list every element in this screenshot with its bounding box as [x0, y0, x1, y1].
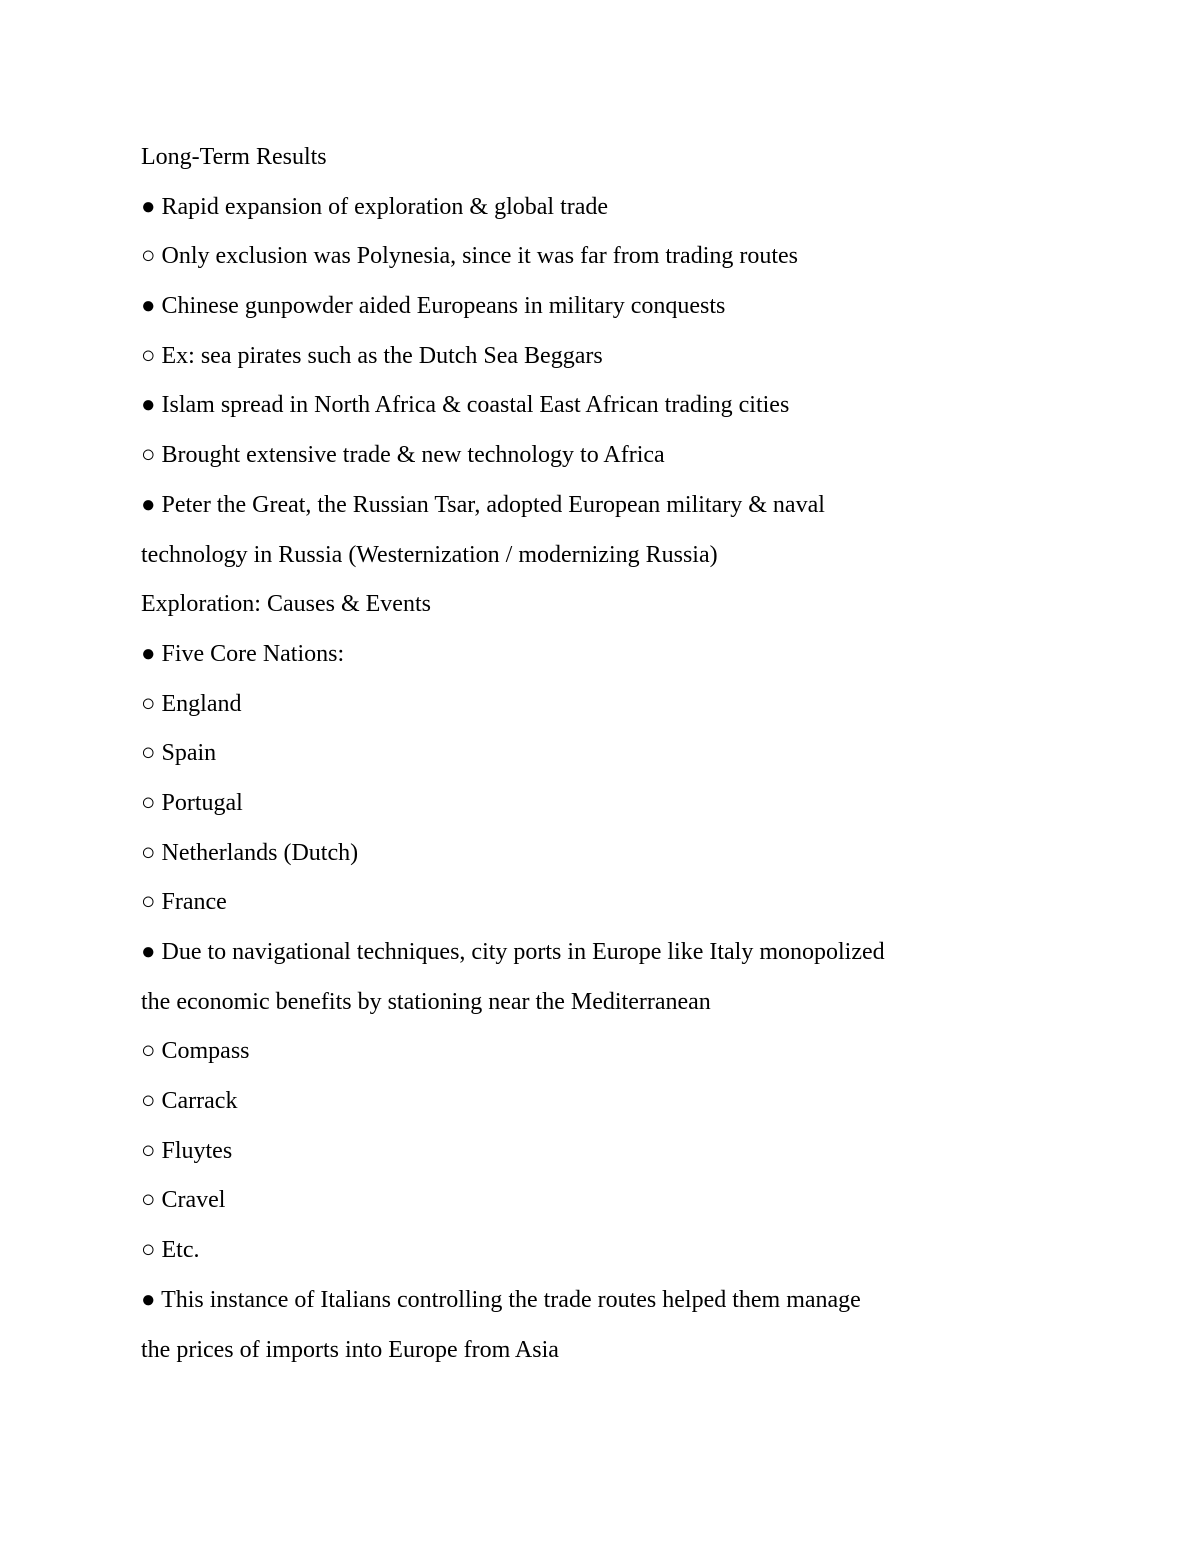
sub-bullet-item: ○ Fluytes [141, 1137, 233, 1164]
bullet-item: ● Islam spread in North Africa & coastal East African trading cities [141, 392, 790, 419]
document-body [141, 133, 1041, 1375]
sub-bullet-item: ○ Only exclusion was Polynesia, since it was far from trading routes [141, 243, 799, 270]
sub-bullet-item: ○ Spain [141, 740, 217, 767]
sub-bullet-item: ○ Ex: sea pirates such as the Dutch Sea Beggars [141, 342, 603, 369]
sub-bullet-item: ○ Carrack [141, 1088, 238, 1115]
section-heading-exploration: Exploration: Causes & Events [141, 591, 431, 618]
sub-bullet-item: ○ France [141, 889, 227, 916]
section-heading-long-term-results: Long-Term Results [141, 144, 327, 170]
sub-bullet-item: ○ England [141, 690, 242, 717]
sub-bullet-item: ○ Netherlands (Dutch) [141, 839, 359, 866]
bullet-item: ● Due to navigational techniques, city ports in Europe like Italy monopolized [141, 939, 885, 965]
bullet-item: ● This instance of Italians controlling the trade routes helped them manage [141, 1286, 861, 1313]
sub-bullet-item: ○ Brought extensive trade & new technology to Africa [141, 442, 665, 469]
bullet-item: ● Rapid expansion of exploration & global trade [141, 193, 609, 220]
bullet-item: ● Five Core Nations: [141, 640, 345, 667]
sub-bullet-item: ○ Etc. [141, 1237, 200, 1264]
sub-bullet-item: ○ Cravel [141, 1187, 226, 1214]
bullet-item-continuation: technology in Russia (Westernization / modernizing Russia) [141, 541, 718, 568]
sub-bullet-item: ○ Compass [141, 1038, 250, 1065]
bullet-item-continuation: the economic benefits by stationing near the Mediterranean [141, 988, 711, 1015]
bullet-item-continuation: the prices of imports into Europe from Asia [141, 1336, 559, 1363]
bullet-item: ● Chinese gunpowder aided Europeans in military conquests [141, 293, 726, 320]
sub-bullet-item: ○ Portugal [141, 789, 243, 816]
bullet-item: ● Peter the Great, the Russian Tsar, adopted European military & naval [141, 491, 825, 518]
